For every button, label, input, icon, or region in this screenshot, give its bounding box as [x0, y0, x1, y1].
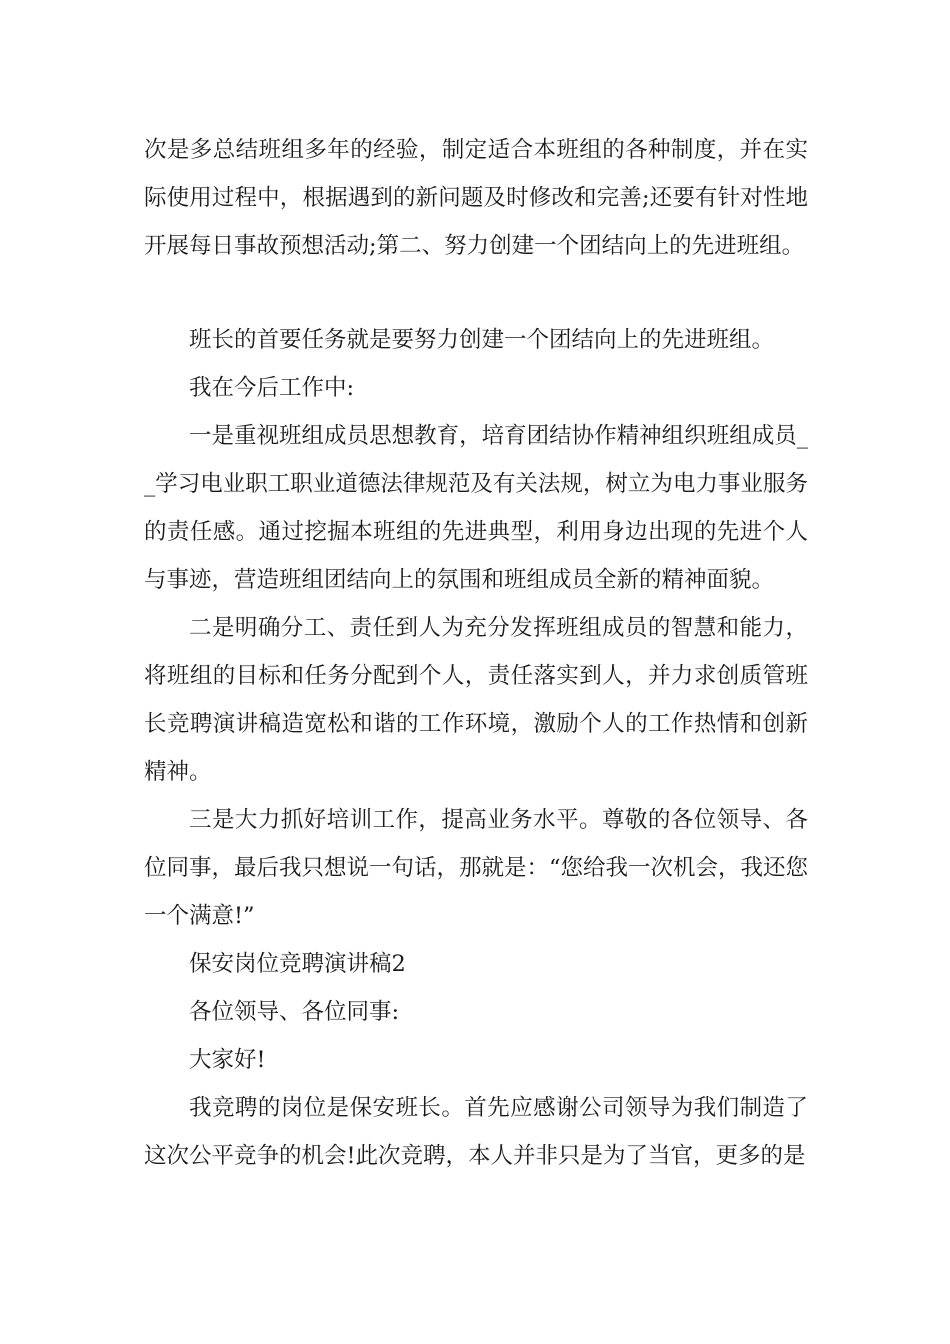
paragraph-point-three: 三是大力抓好培训工作，提高业务水平。尊敬的各位领导、各位同事，最后我只想说一句话，那就是：“您给我一次机会，我还您一个满意!”: [144, 807, 809, 929]
paragraph-primary-task: 班长的首要任务就是要努力创建一个团结向上的先进班组。: [189, 327, 775, 353]
paragraph-point-two: 二是明确分工、责任到人为充分发挥班组成员的智慧和能力，将班组的目标和任务分配到个人，责任落实到人，并力求创质管班长竞聘演讲稿造宽松和谐的工作环境，激励个人的工作热情和创新精神。: [144, 615, 808, 785]
paragraph-continuation: 次是多总结班组多年的经验，制定适合本班组的各种制度，并在实际使用过程中，根据遇到的新问题及时修改和完善;还要有针对性地开展每日事故预想活动;第二、努力创建一个团结向上的先进班组。: [144, 137, 808, 259]
paragraph-opening: 我竞聘的岗位是保安班长。首先应感谢公司领导为我们制造了这次公平竞争的机会!此次竞聘，本人并非只是为了当官，更多的是: [144, 1095, 808, 1169]
paragraph-future-work-intro: 我在今后工作中:: [189, 375, 355, 401]
salutation: 各位领导、各位同事:: [189, 999, 400, 1025]
greeting: 大家好!: [189, 1047, 266, 1073]
section-heading: 保安岗位竞聘演讲稿2: [189, 951, 406, 977]
paragraph-gap: [144, 270, 808, 316]
document-body: [144, 126, 808, 1180]
paragraph-point-one: 一是重视班组成员思想教育，培育团结协作精神组织班组成员__学习电业职工职业道德法律规范及有关法规，树立为电力事业服务的责任感。通过挖掘本班组的先进典型，利用身边出现的先进个人与事迹，营造班组团结向上的氛围和班组成员全新的精神面貌。: [144, 423, 808, 593]
